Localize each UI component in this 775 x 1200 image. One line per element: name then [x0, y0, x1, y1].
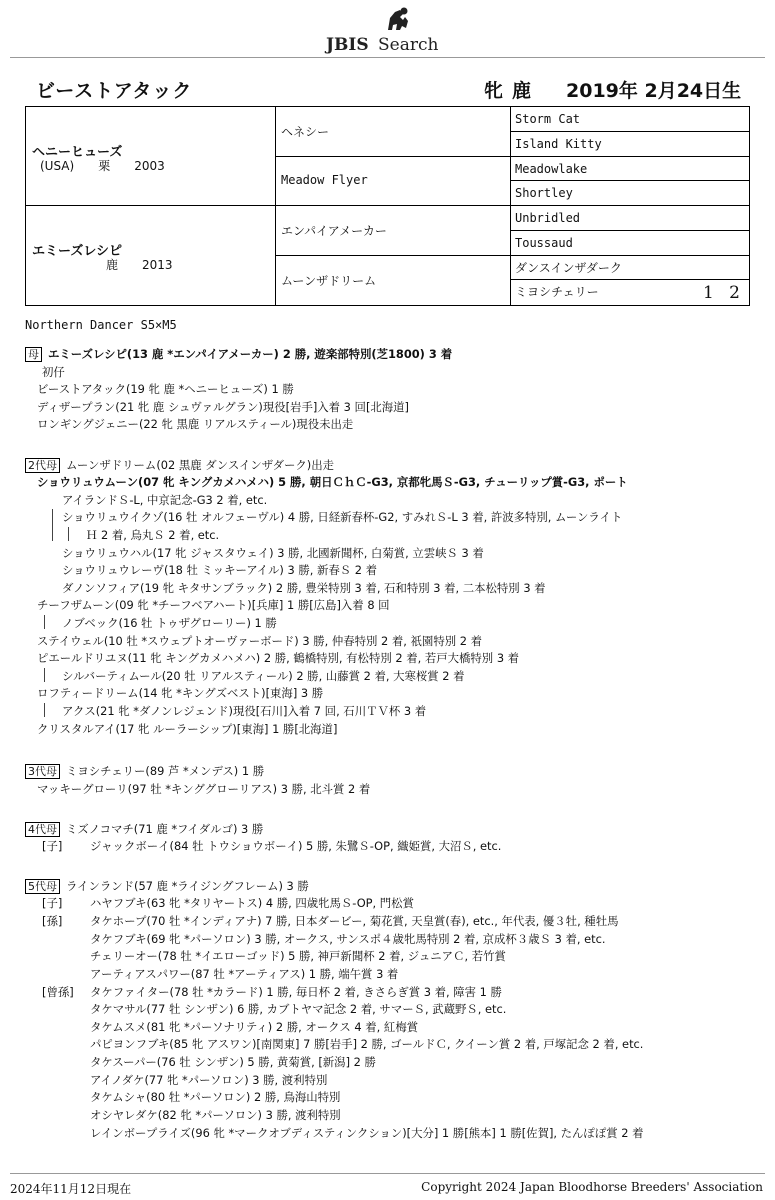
indent-bar [44, 703, 45, 717]
family-line: チェリーオー(78 牡 *イエローゴッド) 5 勝, 神戸新聞杯 2 着, ジュニアＣ, 若竹賞 [90, 949, 506, 963]
relation-label: [子] [42, 896, 63, 910]
family-line: ミズノコマチ(71 鹿 *フイダルゴ) 3 勝 [66, 822, 264, 836]
family-line: オシヤレダケ(82 牝 *パーソロン) 3 勝, 渡利特別 [90, 1108, 341, 1122]
family-line: アクス(21 牝 *ダノンレジェンド)現役[石川]入着 7 回, 石川ＴＶ杯 3 着 [62, 704, 427, 718]
family-line: ラインランド(57 鹿 *ライジングフレーム) 3 勝 [66, 879, 309, 893]
family-line: アーティアスパワー(87 牡 *アーティアス) 1 勝, 端午賞 3 着 [90, 967, 399, 981]
family-line: クリスタルアイ(17 牝 ルーラーシップ)[東海] 1 勝[北海道] [37, 722, 338, 736]
header-divider [10, 57, 765, 58]
family-line: タケムスメ(81 牝 *パーソナリティ) 2 勝, オークス 4 着, 紅梅賞 [90, 1020, 419, 1034]
dam-dam-name[interactable]: ムーンザドリーム [281, 273, 377, 288]
family-line: パピヨンフブキ(85 牝 アスワン)[南関東] 7 勝[岩手] 2 勝, ゴールドＣ, クイーン賞 2 着, 戸塚記念 2 着, etc. [90, 1037, 644, 1051]
sire-info: (USA) 栗 2003 [40, 159, 165, 173]
family-line: タケフブキ(69 牝 *パーソロン) 3 勝, オークス, サンスポ４歳牝馬特別 2 着, 京成杯３歳Ｓ 3 着, etc. [90, 932, 606, 946]
family-line: ロフティードリーム(14 牝 *キングズベスト)[東海] 3 勝 [37, 686, 324, 700]
sire-name[interactable]: ヘニーヒューズ [32, 145, 123, 160]
dam-sire-name[interactable]: エンパイアメーカー [281, 224, 387, 238]
as-of-date: 2024年11月12日現在 [10, 1182, 132, 1196]
section-tag-5th-dam: 5代母 [25, 879, 60, 894]
family-line: Ｈ 2 着, 烏丸Ｓ 2 着, etc. [86, 528, 220, 542]
family-line: タケスーパー(76 牡 シンザン) 5 勝, 黄菊賞, [新潟] 2 勝 [90, 1055, 376, 1069]
family-line: ジャックボーイ(84 牡 トウショウボーイ) 5 勝, 朱鷺Ｓ-OP, 織姫賞, 大沼Ｓ, etc. [90, 839, 502, 853]
logo-text-search: Search [377, 35, 438, 55]
indent-bar [44, 668, 45, 682]
family-line: エミーズレシピ(13 鹿 *エンパイアメーカー) 2 勝, 遊楽部特別(芝1800) 3 着 [48, 347, 453, 361]
pedigree-table [25, 106, 750, 306]
section-tag-3rd-dam: 3代母 [25, 764, 60, 779]
family-line: タケホープ(70 牡 *インディアナ) 7 勝, 日本ダービー, 菊花賞, 天皇賞(春), etc., 年代表, 優３牡, 種牡馬 [90, 914, 619, 928]
relation-label: [曾孫] [42, 985, 74, 999]
pedigree-sire-dam [276, 157, 511, 207]
family-line: ビーストアタック(19 牝 鹿 *ヘニーヒューズ) 1 勝 [37, 382, 294, 396]
horse-color: 鹿 [512, 80, 532, 102]
pedigree-sire-cell [26, 107, 276, 206]
copyright: Copyright 2024 Japan Bloodhorse Breeders' Association [421, 1180, 763, 1194]
pedigree-g3-2[interactable]: Island Kitty [511, 132, 749, 157]
family-line: ノブベック(16 牡 トゥザグローリー) 1 勝 [62, 616, 277, 630]
sire-sire-name[interactable]: ヘネシー [281, 125, 330, 139]
pedigree-g3-1[interactable]: Storm Cat [511, 107, 749, 132]
pedigree-g3-5[interactable]: Unbridled [511, 206, 749, 231]
family-line: ディザープラン(21 牝 鹿 シュヴァルグラン)現役[岩手]入着 3 回[北海道] [37, 400, 410, 414]
relation-label: [孫] [42, 914, 63, 928]
family-line: ショウリュウレーヴ(18 牡 ミッキーアイル) 3 勝, 新春Ｓ 2 着 [62, 563, 378, 577]
footer-divider [10, 1173, 765, 1174]
pedigree-g3-3[interactable]: Meadowlake [511, 157, 749, 182]
indent-bar [52, 509, 53, 541]
pedigree-g3-8 [511, 280, 749, 305]
relation-label: [子] [42, 839, 63, 853]
pedigree-g3-8-name[interactable]: ミヨシチェリー [515, 285, 599, 300]
family-line: ショウリュウイクゾ(16 牡 オルフェーヴル) 4 勝, 日経新春杯-G2, すみれＳ-L 3 着, 許波多特別, ムーンライト [62, 510, 623, 524]
sire-dam-name[interactable]: Meadow Flyer [281, 172, 368, 187]
indent-bar [68, 527, 69, 541]
jbis-search-logo[interactable] [0, 6, 775, 56]
pedigree-dam-dam [276, 256, 511, 306]
section-tag-2nd-dam: 2代母 [25, 458, 60, 473]
section-tag-dam: 母 [25, 347, 42, 362]
pedigree-g3-7[interactable]: ダンスインザダーク [511, 256, 749, 281]
family-line: タケマサル(77 牡 シンザン) 6 勝, カブトヤマ記念 2 着, サマーＳ, 武蔵野Ｓ, etc. [90, 1002, 507, 1016]
family-line: アイノダケ(77 牝 *パーソロン) 3 勝, 渡利特別 [90, 1073, 328, 1087]
horse-birth-date: 2019年 2月24日生 [566, 80, 742, 102]
horse-sex: 牝 [484, 80, 511, 102]
family-line: タケファイター(78 牡 *カラード) 1 勝, 毎日杯 2 着, きさらぎ賞 3 着, 障害 1 勝 [90, 985, 502, 999]
family-line: ピエールドリユヌ(11 牝 キングカメハメハ) 2 勝, 鶴橋特別, 有松特別 2 着, 若戸大橋特別 3 着 [37, 651, 520, 665]
family-line: マッキーグローリ(97 牡 *キンググローリアス) 3 勝, 北斗賞 2 着 [37, 782, 371, 796]
family-number: 1 2 [702, 283, 745, 304]
logo-text-jbis: JBIS [325, 35, 369, 55]
indent-bar [44, 615, 45, 629]
inbreeding-note: Northern Dancer S5×M5 [25, 318, 177, 332]
pedigree-g3-4[interactable]: Shortley [511, 181, 749, 206]
family-line: シルバーティムール(20 牡 リアルスティール) 2 勝, 山藤賞 2 着, 大寒桜賞 2 着 [62, 669, 465, 683]
family-line: ムーンザドリーム(02 黒鹿 ダンスインザダーク)出走 [66, 458, 335, 472]
pedigree-dam-cell [26, 206, 276, 305]
section-tag-4th-dam: 4代母 [25, 822, 60, 837]
family-line: ステイウェル(10 牡 *スウェプトオーヴァーボード) 3 勝, 仲春特別 2 着, 祇園特別 2 着 [37, 634, 482, 648]
family-line: ロンギングジェニー(22 牝 黒鹿 リアルスティール)現役未出走 [37, 417, 354, 431]
family-line: チーフザムーン(09 牝 *チーフベアハート)[兵庫] 1 勝[広島]入着 8 回 [37, 598, 390, 612]
family-line: ショウリュウムーン(07 牝 キングカメハメハ) 5 勝, 朝日ＣｈＣ-G3, 京都牝馬Ｓ-G3, チューリップ賞-G3, ポート [37, 475, 628, 489]
family-line: 初仔 [42, 365, 65, 379]
family-line: ミヨシチェリー(89 芦 *メンデス) 1 勝 [66, 764, 265, 778]
dam-name[interactable]: エミーズレシピ [32, 244, 123, 259]
family-line: ダノンソフィア(19 牝 キタサンブラック) 2 勝, 豊栄特別 3 着, 石和特別 3 着, 二本松特別 3 着 [62, 581, 546, 595]
pedigree-sire-sire [276, 107, 511, 157]
horse-name: ビーストアタック [36, 80, 193, 102]
family-line: アイランドＳ-L, 中京記念-G3 2 着, etc. [62, 493, 268, 507]
pedigree-g3-6[interactable]: Toussaud [511, 231, 749, 256]
family-line: ショウリュウハル(17 牝 ジャスタウェイ) 3 勝, 北國新聞杯, 白菊賞, 立雲峡Ｓ 3 着 [62, 546, 484, 560]
horse-logo-icon [318, 6, 458, 56]
pedigree-dam-sire [276, 206, 511, 256]
family-line: ハヤフブキ(63 牝 *タリヤートス) 4 勝, 四歳牝馬Ｓ-OP, 門松賞 [90, 896, 414, 910]
dam-info: 鹿 2013 [106, 258, 173, 272]
family-line: タケムシャ(80 牡 *パーソロン) 2 勝, 鳥海山特別 [90, 1090, 341, 1104]
family-line: レインボープライズ(96 牝 *マークオブディスティンクション)[大分] 1 勝[熊本] 1 勝[佐賀], たんぽぽ賞 2 着 [90, 1126, 644, 1140]
